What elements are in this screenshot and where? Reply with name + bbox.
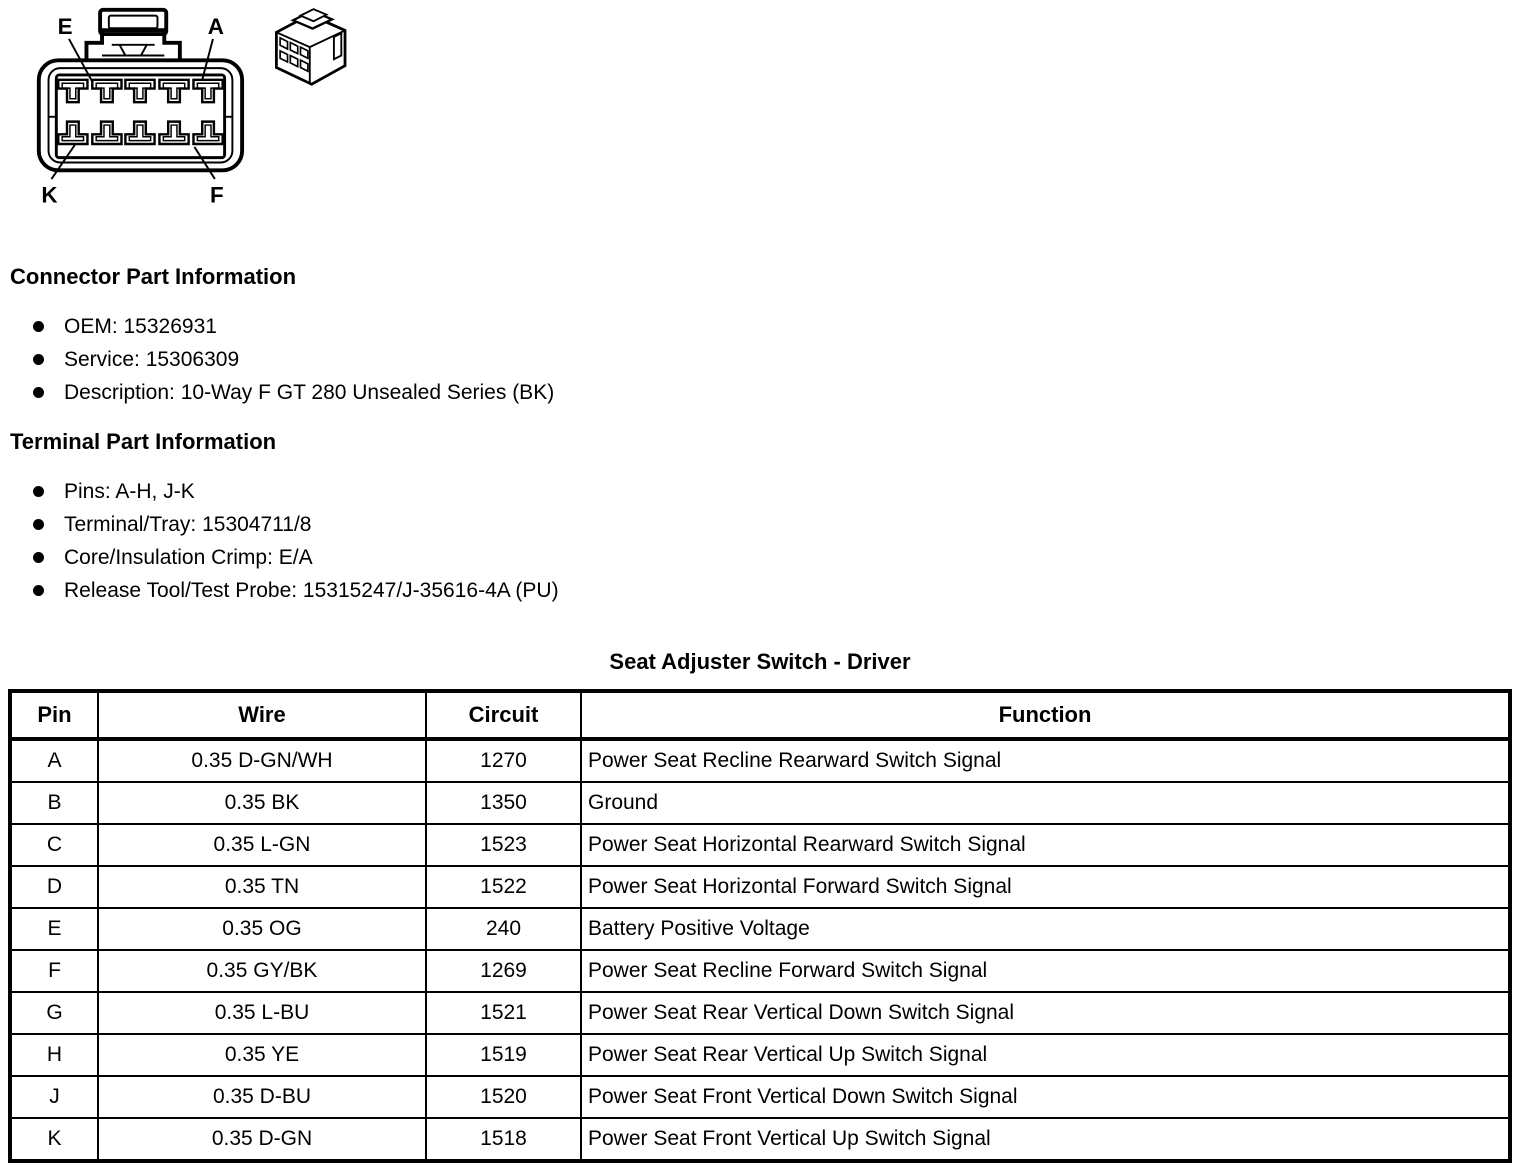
pin-label-k: K [41, 182, 58, 208]
list-item-text: Core/Insulation Crimp: E/A [64, 546, 313, 569]
pin-cell: B [10, 782, 98, 824]
bullet-icon [33, 585, 44, 596]
wire-cell: 0.35 GY/BK [98, 950, 426, 992]
connector-3d-body [276, 9, 345, 84]
table-row [10, 739, 1510, 782]
function-cell: Power Seat Rear Vertical Up Switch Signal [581, 1034, 1510, 1076]
function-cell: Power Seat Recline Forward Switch Signal [581, 950, 1510, 992]
terminal-cavities-bottom-row [58, 122, 222, 144]
table-row [10, 782, 1510, 824]
function-cell: Ground [581, 782, 1510, 824]
list-item [0, 343, 1520, 376]
list-item [0, 508, 1520, 541]
circuit-cell: 240 [426, 908, 581, 950]
list-item [0, 376, 1520, 409]
bullet-icon [33, 321, 44, 332]
circuit-cell: 1523 [426, 824, 581, 866]
connector-3d-view [256, 2, 358, 96]
circuit-cell: 1350 [426, 782, 581, 824]
function-cell: Power Seat Recline Rearward Switch Signal [581, 739, 1510, 782]
list-item-text: Release Tool/Test Probe: 15315247/J-35616-4A (PU) [64, 579, 559, 602]
table-row [10, 950, 1510, 992]
column-header-pin: Pin [10, 691, 98, 739]
wire-cell: 0.35 YE [98, 1034, 426, 1076]
terminal-part-info-list [0, 475, 1520, 607]
bullet-icon [33, 552, 44, 563]
list-item-text: OEM: 15326931 [64, 315, 217, 338]
circuit-cell: 1520 [426, 1076, 581, 1118]
function-cell: Battery Positive Voltage [581, 908, 1510, 950]
list-item [0, 475, 1520, 508]
table-row [10, 908, 1510, 950]
pin-cell: C [10, 824, 98, 866]
connector-diagram-area [0, 0, 1520, 248]
table-row [10, 1034, 1510, 1076]
table-row [10, 824, 1510, 866]
table-row [10, 992, 1510, 1034]
pin-cell: A [10, 739, 98, 782]
bullet-icon [33, 486, 44, 497]
connector-part-info-heading: Connector Part Information [10, 264, 297, 289]
table-row [10, 1076, 1510, 1118]
wire-cell: 0.35 D-GN/WH [98, 739, 426, 782]
pin-cell: F [10, 950, 98, 992]
wire-cell: 0.35 BK [98, 782, 426, 824]
connector-part-info-list [0, 310, 1520, 409]
list-item-text: Description: 10-Way F GT 280 Unsealed Series (BK) [64, 381, 555, 404]
pin-cell: G [10, 992, 98, 1034]
connector-face-diagram [22, 2, 256, 216]
circuit-cell: 1518 [426, 1118, 581, 1161]
column-header-function: Function [581, 691, 1510, 739]
wire-cell: 0.35 D-BU [98, 1076, 426, 1118]
function-cell: Power Seat Rear Vertical Down Switch Signal [581, 992, 1510, 1034]
list-item [0, 310, 1520, 343]
function-cell: Power Seat Horizontal Forward Switch Signal [581, 866, 1510, 908]
circuit-cell: 1521 [426, 992, 581, 1034]
bullet-icon [33, 387, 44, 398]
pin-label-a: A [207, 14, 224, 40]
pin-label-f: F [209, 182, 224, 208]
column-header-circuit: Circuit [426, 691, 581, 739]
column-header-wire: Wire [98, 691, 426, 739]
function-cell: Power Seat Horizontal Rearward Switch Signal [581, 824, 1510, 866]
wire-cell: 0.35 L-GN [98, 824, 426, 866]
list-item-text: Terminal/Tray: 15304711/8 [64, 513, 312, 536]
wire-cell: 0.35 D-GN [98, 1118, 426, 1161]
table-title: Seat Adjuster Switch - Driver [609, 649, 911, 674]
list-item-text: Service: 15306309 [64, 348, 240, 371]
circuit-cell: 1270 [426, 739, 581, 782]
pin-cell: E [10, 908, 98, 950]
circuit-cell: 1522 [426, 866, 581, 908]
wire-cell: 0.35 OG [98, 908, 426, 950]
pin-cell: H [10, 1034, 98, 1076]
list-item-text: Pins: A-H, J-K [64, 480, 195, 503]
table-header-row [10, 691, 1510, 739]
table-row [10, 1118, 1510, 1161]
terminal-cavities-top-row [58, 80, 222, 102]
bullet-icon [33, 519, 44, 530]
wire-cell: 0.35 TN [98, 866, 426, 908]
pin-cell: D [10, 866, 98, 908]
list-item [0, 574, 1520, 607]
pin-label-e: E [57, 14, 73, 40]
pin-cell: J [10, 1076, 98, 1118]
function-cell: Power Seat Front Vertical Down Switch Signal [581, 1076, 1510, 1118]
table-row [10, 866, 1510, 908]
terminal-part-info-heading: Terminal Part Information [10, 429, 277, 454]
list-item [0, 541, 1520, 574]
pin-cell: K [10, 1118, 98, 1161]
function-cell: Power Seat Front Vertical Up Switch Signal [581, 1118, 1510, 1161]
circuit-cell: 1519 [426, 1034, 581, 1076]
pinout-table [8, 689, 1512, 1163]
circuit-cell: 1269 [426, 950, 581, 992]
bullet-icon [33, 354, 44, 365]
latch-graphic [86, 10, 179, 62]
wire-cell: 0.35 L-BU [98, 992, 426, 1034]
